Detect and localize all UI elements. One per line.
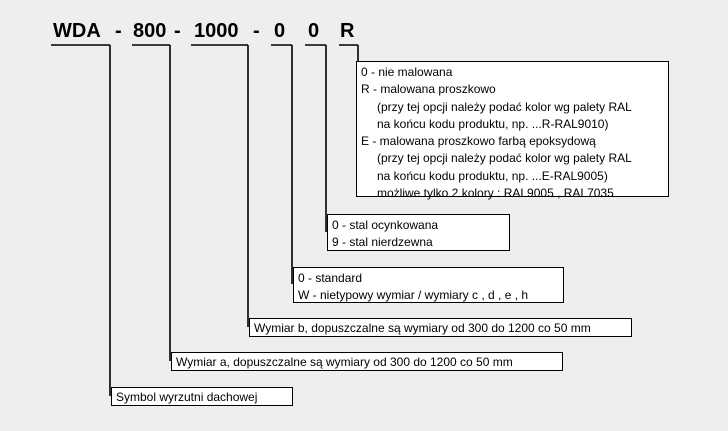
paint-option: E - malowana proszkowo farbą epoksydową bbox=[361, 134, 596, 149]
paint-option: R - malowana proszkowo bbox=[361, 82, 496, 97]
dimension-a-box bbox=[171, 352, 563, 371]
paint-option-note: (przy tej opcji należy podać kolor wg palety RAL bbox=[377, 99, 632, 114]
code-dimension-b: 1000 bbox=[194, 20, 239, 42]
code-separator: - bbox=[115, 20, 122, 42]
dimension-a-label: Wymiar a, dopuszczalne są wymiary od 300 do 1200 co 50 mm bbox=[176, 355, 513, 369]
finish-options-box bbox=[293, 267, 564, 303]
code-material: 0 bbox=[308, 20, 320, 42]
code-finish: 0 bbox=[274, 20, 286, 42]
material-option: 0 - stal ocynkowana bbox=[332, 218, 439, 232]
paint-option-note: na końcu kodu produktu, np. ...E-RAL9005) bbox=[377, 168, 608, 183]
paint-options-box bbox=[356, 61, 669, 201]
symbol-label: Symbol wyrzutni dachowej bbox=[116, 390, 258, 404]
paint-option: 0 - nie malowana bbox=[361, 65, 453, 79]
dimension-b-label: Wymiar b, dopuszczalne są wymiary od 300 do 1200 co 50 mm bbox=[254, 321, 591, 335]
code-series: WDA bbox=[53, 20, 101, 42]
paint-option-note: możliwe tylko 2 kolory : RAL9005 , RAL7035 bbox=[377, 186, 614, 201]
finish-option: 0 - standard bbox=[298, 271, 363, 285]
code-separator: - bbox=[174, 20, 181, 42]
paint-option-note: (przy tej opcji należy podać kolor wg palety RAL bbox=[377, 151, 632, 166]
finish-option: W - nietypowy wymiar / wymiary c , d , e , h bbox=[298, 288, 529, 303]
code-dimension-a: 800 bbox=[133, 20, 167, 42]
paint-option-note: na końcu kodu produktu, np. ...R-RAL9010) bbox=[377, 116, 609, 131]
code-paint: R bbox=[340, 20, 355, 42]
material-options-box bbox=[327, 214, 510, 251]
dimension-b-box bbox=[249, 318, 632, 337]
code-separator: - bbox=[253, 20, 260, 42]
material-option: 9 - stal nierdzewna bbox=[332, 235, 433, 250]
symbol-box bbox=[111, 387, 293, 406]
